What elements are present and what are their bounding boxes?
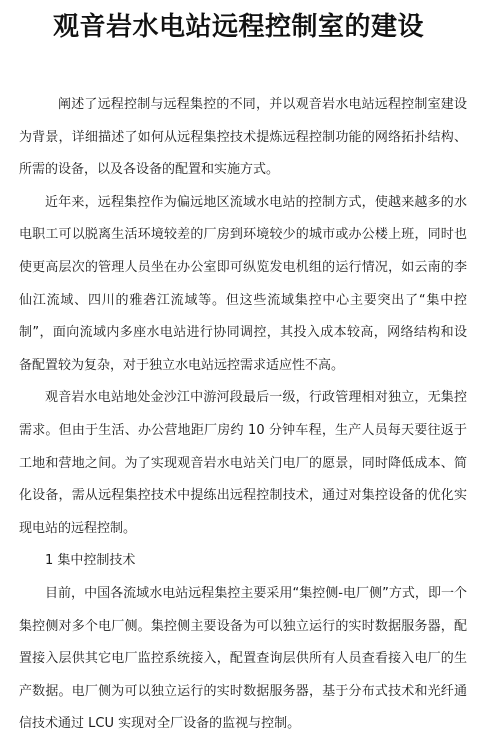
body-paragraph: 目前，中国各流域水电站远程集控主要采用“集控侧-电厂侧”方式，即一个集控侧对多个电厂侧。集控侧主要设备为可以独立运行的实时数据服务器，配置接入层供其它电厂监控系统接入，配置查询层供所有人员查看接入电厂的生产数据。电厂侧为可以独立运行的实时数据服务器，基于分布式技术和光纤通信技术通过 LCU 实现对全厂设备的监视与控制。 [19, 585, 467, 732]
abstract-paragraph: 阐述了远程控制与远程集控的不同，并以观音岩水电站远程控制室建设为背景，详细描述了如何从远程集控技术提炼远程控制功能的网络拓扑结构、所需的设备，以及各设备的配置和实施方式。 [19, 97, 467, 178]
section-heading: 1 集中控制技术 [45, 553, 136, 569]
document-body [19, 89, 467, 741]
body-paragraph: 近年来，远程集控作为偏远地区流域水电站的控制方式，使越来越多的水电职工可以脱离生活环境较差的厂房到环境较少的城市或办公楼上班，同时也使更高层次的管理人员坐在办公室即可纵览发电机组的运行情况，如云南的李仙江流域、四川的雅砻江流域等。但这些流域集控中心主要突出了“集中控制”，面向流域内多座水电站进行协同调控，其投入成本较高，网络结构和设备配置较为复杂，对于独立水电站远控需求适应性不高。 [19, 194, 467, 373]
body-paragraph: 观音岩水电站地处金沙江中游河段最后一级，行政管理相对独立，无集控需求。但由于生活、办公营地距厂房约 10 分钟车程，生产人员每天要往返于工地和营地之间。为了实现观音岩水电站关门电厂的愿景，同时降低成本、简化设备，需从远程集控技术中提练出远程控制技术，通过对集控设备的优化实现电站的远程控制。 [19, 390, 467, 536]
document-title: 观音岩水电站远程控制室的建设 [52, 12, 424, 42]
